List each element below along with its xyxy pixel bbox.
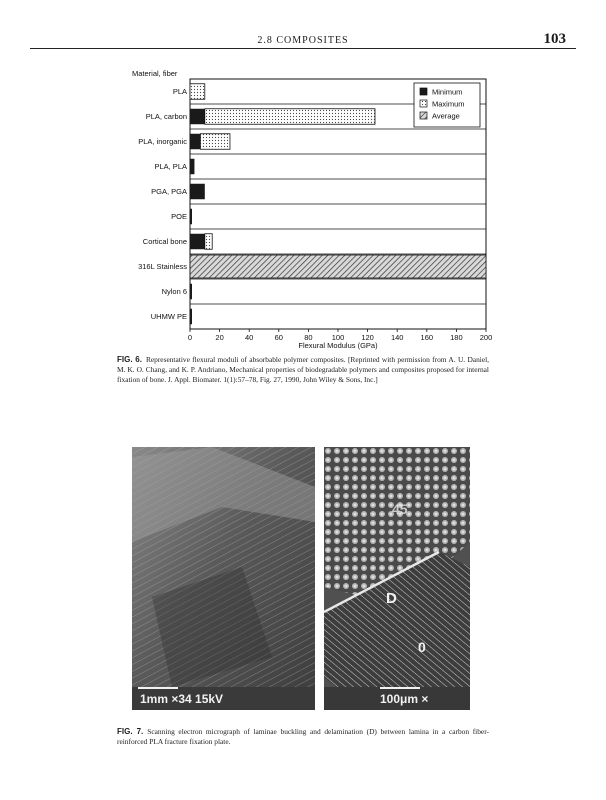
legend-label-maximum: Maximum: [432, 99, 465, 109]
chart-xlabel: Flexural Modulus (GPa): [298, 341, 378, 350]
sem-micrograph-left: [132, 447, 315, 710]
chart-ylabel: Material, fiber: [132, 69, 178, 78]
bar-minimum: [190, 309, 192, 325]
legend-swatch-minimum: [420, 88, 427, 95]
category-label: PLA: [172, 87, 187, 96]
legend-label-minimum: Minimum: [432, 87, 463, 97]
x-tick-label: 120: [361, 333, 374, 342]
fig7-label: FIG. 7.: [117, 727, 144, 736]
bar-minimum: [190, 159, 194, 175]
fig6-caption-text: Representative flexural moduli of absorbable polymer composites. [Reprinted with permission from A. U. Daniel, M. K. O. Chang, and K. P. Andriano, Mechanical properties of biodegradable polymers and composites proposed for internal fixation of bone. J. Appl. Biomater. 1(1):57–78, Fig. 27, 1990, John Wiley & Sons, Inc.]: [117, 355, 490, 385]
label-delamination: D: [386, 590, 397, 607]
x-tick-label: 0: [187, 333, 193, 342]
x-tick-label: 60: [274, 333, 283, 342]
x-tick-label: 100: [331, 333, 345, 342]
sem-micrograph-right: [324, 447, 470, 710]
x-tick-label: 40: [245, 333, 254, 342]
category-label: Cortical bone: [142, 237, 187, 246]
category-label: PGA, PGA: [151, 187, 187, 196]
bar-minimum: [190, 209, 192, 225]
x-tick-label: 140: [390, 333, 404, 342]
category-label: 316L Stainless: [138, 262, 187, 271]
category-label: PLA, inorganic: [138, 137, 187, 146]
label-45: 45: [392, 501, 408, 517]
x-tick-label: 180: [450, 333, 463, 342]
x-tick-label: 20: [215, 333, 224, 342]
page-number: 103: [543, 31, 566, 47]
bar-maximum: [205, 109, 375, 125]
bar-minimum: [190, 234, 205, 250]
chart-svg: [100, 64, 520, 354]
flexural-modulus-chart: [100, 64, 520, 354]
bar-maximum: [205, 234, 212, 250]
legend-label-average: Average: [432, 111, 460, 121]
bar-maximum: [200, 134, 230, 150]
category-label: PLA, PLA: [154, 162, 187, 171]
header-rule: [30, 48, 576, 49]
category-label: Nylon 6: [161, 287, 187, 296]
category-label: UHMW PE: [150, 312, 187, 321]
legend-swatch-average: [420, 112, 427, 119]
category-label: POE: [171, 212, 187, 221]
category-labels: [138, 87, 187, 321]
left-scale-bar-text: 1mm ×34 15kV: [140, 692, 224, 706]
x-tick-label: 80: [304, 333, 313, 342]
legend: [414, 83, 480, 127]
fig6-label: FIG. 6.: [117, 355, 142, 364]
bar-maximum: [190, 84, 205, 100]
bar-minimum: [190, 184, 205, 200]
fig6-caption: [117, 355, 489, 386]
running-head: 2.8 COMPOSITES: [257, 35, 349, 46]
fig7-caption: [117, 727, 489, 747]
legend-swatch-maximum: [420, 100, 427, 107]
category-label: PLA, carbon: [145, 112, 187, 121]
bar-minimum: [190, 284, 192, 300]
x-tick-label: 200: [479, 333, 493, 342]
fig7-caption-text: Scanning electron micrograph of laminae buckling and delamination (D) between lamina in a carbon fiber-reinforced PLA fracture fixation plate.: [117, 727, 489, 747]
bar-minimum: [190, 109, 205, 125]
x-tick-label: 160: [420, 333, 434, 342]
label-0: 0: [418, 639, 426, 655]
bar-average: [190, 255, 486, 278]
bar-minimum: [190, 134, 200, 150]
right-scale-bar-text: 100μm ×: [380, 692, 429, 706]
